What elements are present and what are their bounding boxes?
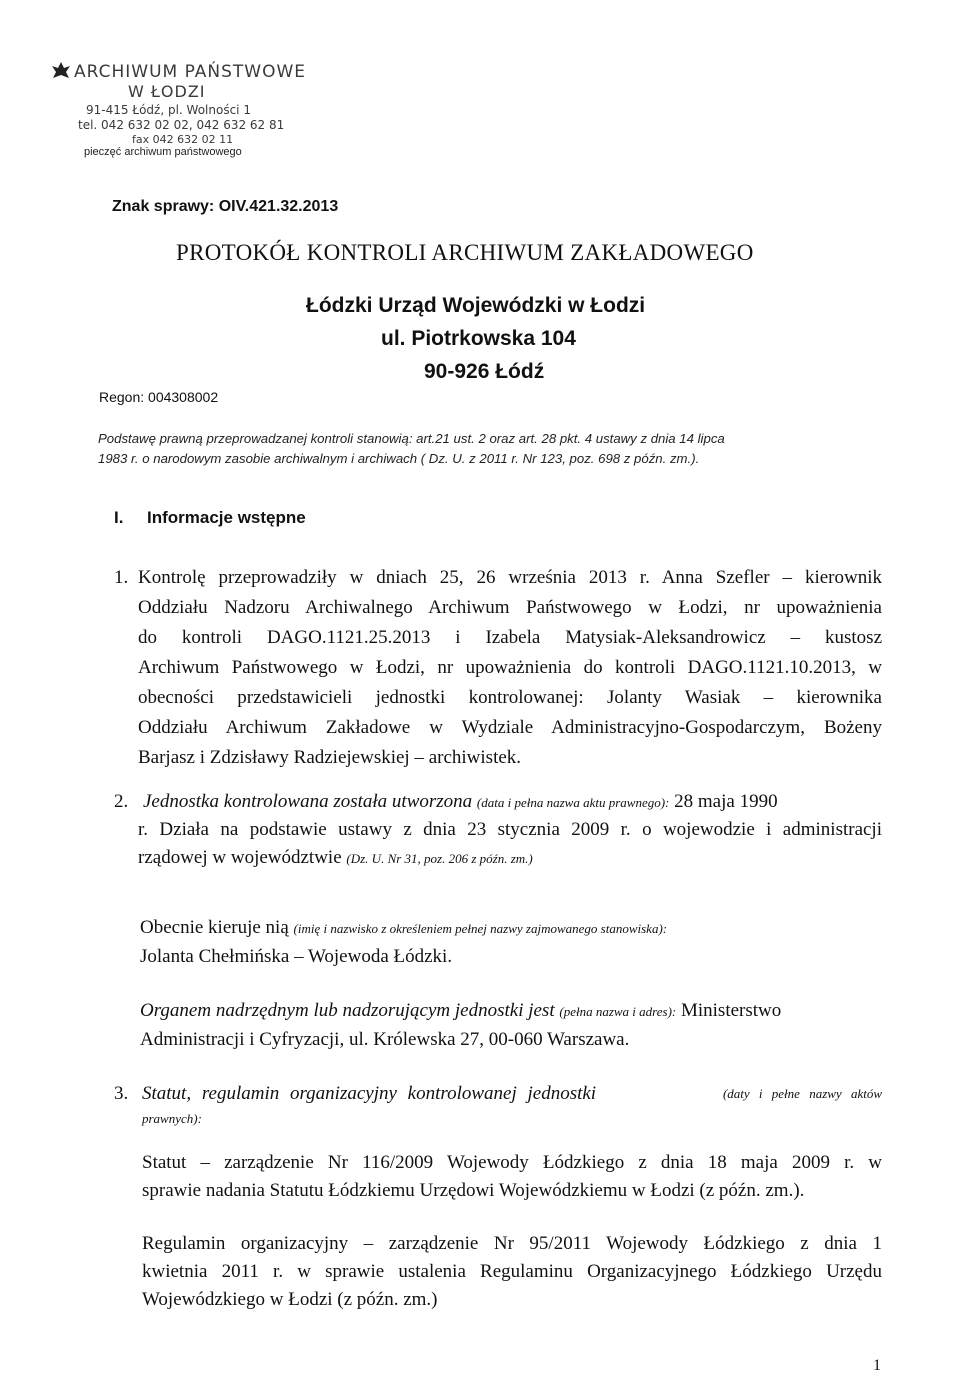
supervisor-label: Organem nadrzędnym lub nadzorującym jednostki jest — [140, 1000, 555, 1021]
item-2-date: 28 maja 1990 — [674, 791, 778, 812]
legal-basis-line-2: 1983 r. o narodowym zasobie archiwalnym i archiwach ( Dz. U. z 2011 r. Nr 123, poz. 698 z późn. zm.). — [98, 451, 700, 466]
item-1-line-4: Archiwum Państwowego w Łodzi, nr upoważnienia do kontroli DAGO.1121.10.2013, w — [138, 657, 882, 678]
regon: Regon: 004308002 — [99, 389, 219, 405]
institution-street: ul. Piotrkowska 104 — [381, 327, 576, 350]
head-hint: (imię i nazwisko z określeniem pełnej nazwy zajmowanego stanowiska): — [293, 921, 668, 936]
regulations-line-2: kwietnia 2011 r. w sprawie ustalenia Regulaminu Organizacyjnego Łódzkiego Urzędu — [142, 1261, 882, 1282]
regulations-line-1: Regulamin organizacyjny – zarządzenie Nr 95/2011 Wojewody Łódzkiego z dnia 1 — [142, 1233, 882, 1254]
item-1-line-6: Oddziału Archiwum Zakładowe w Wydziale Administracyjno-Gospodarczym, Bożeny — [138, 717, 882, 738]
case-number: Znak sprawy: OIV.421.32.2013 — [112, 198, 339, 215]
supervisor-value-1: Ministerstwo — [680, 1000, 782, 1021]
item-2-line-3: rządowej w województwie — [138, 847, 342, 868]
item-2-number: 2. — [114, 791, 129, 812]
item-1-line-1: Kontrolę przeprowadziły w dniach 25, 26 września 2013 r. Anna Szefler – kierownik — [138, 567, 882, 588]
stamp-line-city: W ŁODZI — [128, 82, 206, 101]
item-1-line-5: obecności przedstawicieli jednostki kontrolowanej: Jolanty Wasiak – kierownika — [138, 687, 882, 708]
supervisor-value-2: Administracji i Cyfryzacji, ul. Królewska 27, 00-060 Warszawa. — [140, 1029, 630, 1050]
stamp-caption: pieczęć archiwum państwowego — [84, 146, 242, 158]
item-2-line-2: r. Działa na podstawie ustawy z dnia 23 stycznia 2009 r. o wojewodzie i administracji — [138, 819, 882, 840]
item-3-label: Statut, regulamin organizacyjny kontrolowanej jednostki — [142, 1083, 597, 1104]
section-heading: Informacje wstępne — [147, 508, 306, 527]
item-2-legal-ref: (Dz. U. Nr 31, poz. 206 z późn. zm.) — [346, 851, 533, 866]
head-label: Obecnie kieruje nią — [140, 917, 289, 938]
item-2-label: Jednostka kontrolowana została utworzona — [143, 791, 473, 812]
item-1-line-7: Barjasz i Zdzisławy Radziejewskiej – archiwistek. — [138, 747, 522, 768]
item-3-hint-1: (daty i pełne nazwy aktów — [722, 1086, 882, 1101]
stamp-line-archive: ARCHIWUM PAŃSTWOWE — [74, 62, 307, 82]
institution-name: Łódzki Urząd Wojewódzki w Łodzi — [306, 294, 646, 317]
statute-line-1: Statut – zarządzenie Nr 116/2009 Wojewody Łódzkiego z dnia 18 maja 2009 r. w — [142, 1152, 882, 1173]
stamp-line-fax: fax 042 632 02 11 — [132, 133, 234, 146]
page-title: PROTOKÓŁ KONTROLI ARCHIWUM ZAKŁADOWEGO — [176, 240, 754, 265]
section-numeral: I. — [114, 508, 124, 527]
legal-basis-line-1: Podstawę prawną przeprowadzanej kontroli stanowią: art.21 ust. 2 oraz art. 28 pkt. 4 ustawy z dnia 14 lipca — [98, 431, 725, 446]
item-3-hint-2: prawnych): — [142, 1111, 202, 1126]
item-1-number: 1. — [114, 567, 129, 588]
statute-line-2: sprawie nadania Statutu Łódzkiemu Urzędowi Wojewódzkiemu w Łodzi (z późn. zm.). — [142, 1180, 805, 1201]
item-3-number: 3. — [114, 1083, 129, 1104]
item-1-line-3: do kontroli DAGO.1121.25.2013 i Izabela Matysiak-Aleksandrowicz – kustosz — [138, 627, 882, 648]
institution-city: 90-926 Łódź — [424, 360, 545, 383]
eagle-emblem-icon — [50, 60, 72, 82]
regulations-line-3: Wojewódzkiego w Łodzi (z późn. zm.) — [142, 1289, 438, 1310]
stamp-line-phone: tel. 042 632 02 02, 042 632 62 81 — [78, 118, 285, 132]
item-2-hint: (data i pełna nazwa aktu prawnego): — [476, 795, 670, 810]
page-number: 1 — [873, 1357, 881, 1374]
head-value: Jolanta Chełmińska – Wojewoda Łódzki. — [140, 946, 453, 967]
stamp-line-address: 91-415 Łódź, pl. Wolności 1 — [86, 103, 251, 117]
item-1-line-2: Oddziału Nadzoru Archiwalnego Archiwum Państwowego w Łodzi, nr upoważnienia — [138, 597, 882, 618]
supervisor-hint: (pełna nazwa i adres): — [559, 1004, 677, 1019]
